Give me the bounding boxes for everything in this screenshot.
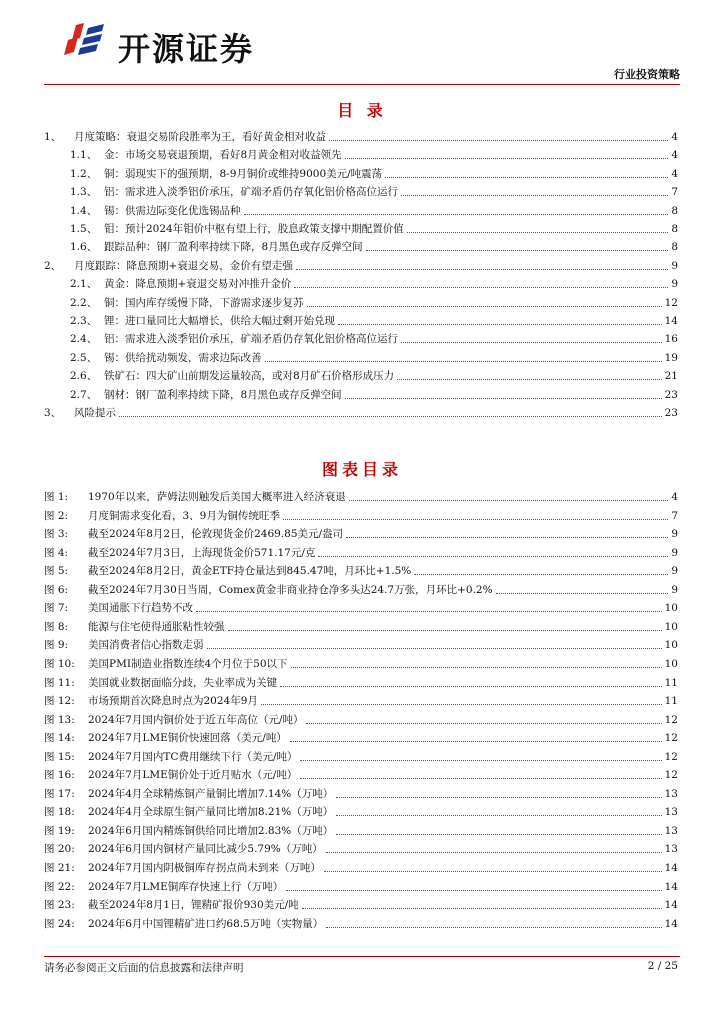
toc-entry-level2[interactable] (0, 221, 724, 238)
entry-title: 2024年7月LME铜价快速回落（美元/吨） (88, 732, 287, 745)
entry-page: 8 (671, 241, 678, 254)
entry-number: 2.5、 (70, 351, 98, 364)
report-type: 行业投资策略 (614, 68, 680, 81)
dot-leader (407, 232, 668, 233)
toc-entry-level2[interactable] (0, 184, 724, 201)
dot-leader (414, 574, 668, 575)
entry-title: 2024年7月国内阴极铜库存拐点尚未到来（万吨） (88, 862, 321, 874)
entry-page: 10 (664, 639, 678, 652)
figure-entry[interactable] (0, 526, 724, 543)
figure-entry[interactable] (0, 879, 724, 896)
entry-number: 图 1: (44, 491, 69, 503)
dot-leader (283, 519, 668, 520)
entry-title: 跟踪品种：钢厂盈利率持续下降，8月黑色或存反弹空间 (104, 241, 363, 254)
figure-entry[interactable] (0, 767, 724, 784)
entry-page: 10 (664, 657, 678, 670)
entry-page: 13 (664, 824, 678, 837)
figure-entry[interactable] (0, 656, 724, 673)
entry-title: 2024年7月国内铜价处于近五年高位（元/吨） (88, 713, 304, 726)
entry-title: 2024年7月LME铜价处于近月贴水（元/吨） (88, 769, 298, 782)
dot-leader (306, 723, 662, 724)
dot-leader (326, 927, 662, 928)
entry-number: 1.2、 (70, 167, 98, 180)
dot-leader (244, 214, 668, 215)
entry-page: 4 (671, 131, 678, 143)
entry-title: 2024年4月全球精炼铜产量铜比增加7.14%（万吨） (88, 787, 334, 800)
entry-number: 1.5、 (70, 223, 98, 235)
toc-entry-level2[interactable] (0, 166, 724, 183)
dot-leader (401, 342, 662, 343)
entry-number: 2.3、 (70, 315, 98, 327)
entry-title: 锡：供给扰动频发，需求边际改善 (104, 351, 262, 364)
entry-page: 9 (671, 546, 678, 559)
dot-leader (324, 871, 662, 872)
entry-number: 图 15: (44, 750, 75, 763)
entry-number: 图 17: (44, 787, 75, 800)
entry-page: 10 (664, 602, 678, 615)
dot-leader (261, 704, 662, 705)
entry-title: 锡：供需边际变化优选锡品种 (104, 204, 241, 217)
entry-page: 12 (664, 296, 678, 309)
entry-number: 图 16: (44, 769, 75, 782)
toc-entry-level2[interactable] (0, 203, 724, 220)
entry-page: 12 (664, 769, 678, 782)
entry-page: 8 (671, 223, 678, 235)
dot-leader (318, 556, 668, 557)
figure-entry[interactable] (0, 489, 724, 506)
entry-title: 市场预期首次降息时点为2024年9月 (88, 695, 258, 708)
entry-title: 美国通胀下行趋势不改 (88, 602, 193, 615)
entry-title: 截至2024年8月1日，锂精矿报价930美元/吨 (88, 899, 299, 912)
entry-title: 截至2024年8月2日，黄金ETF持仓量达到845.47吨，月环比+1.5% (88, 565, 412, 578)
entry-page: 14 (664, 917, 678, 930)
page-number: 2 / 25 (647, 960, 678, 972)
entry-title: 美国就业数据面临分歧，失业率成为关键 (88, 676, 277, 689)
entry-title: 截至2024年7月3日，上海现货金价571.17元/克 (88, 546, 316, 559)
entry-page: 9 (671, 583, 678, 596)
footer-divider (44, 956, 680, 957)
company-logo (62, 22, 292, 68)
entry-page: 9 (671, 259, 678, 272)
toc-entry-level2[interactable] (0, 239, 724, 256)
dot-leader (345, 158, 668, 159)
entry-title: 2024年6月国内精炼铜供给同比增加2.83%（万吨） (88, 824, 334, 837)
entry-number: 图 2: (44, 509, 69, 522)
entry-number: 图 4: (44, 546, 69, 559)
header-divider (44, 84, 680, 85)
figure-entry[interactable] (0, 860, 724, 877)
entry-number: 图 20: (44, 843, 75, 856)
dot-leader (265, 361, 662, 362)
disclaimer-note: 请务必参阅正文后面的信息披露和法律声明 (44, 962, 244, 974)
dot-leader (294, 287, 668, 288)
entry-title: 钢材：钢厂盈利率持续下降，8月黑色或存反弹空间 (104, 388, 342, 401)
figure-entry[interactable] (0, 508, 724, 525)
entry-title: 月度策略：衰退交易阶段胜率为王，看好黄金相对收益 (74, 131, 326, 143)
dot-leader (290, 741, 662, 742)
dot-leader (300, 778, 662, 779)
figure-entry[interactable] (0, 600, 724, 617)
entry-page: 13 (664, 787, 678, 800)
entry-page: 9 (671, 278, 678, 291)
entry-number: 图 19: (44, 824, 75, 837)
entry-number: 图 8: (44, 620, 69, 633)
toc-entry-level2[interactable] (0, 147, 724, 164)
entry-number: 图 3: (44, 528, 69, 541)
entry-number: 1.6、 (70, 241, 98, 254)
figure-entry[interactable] (0, 693, 724, 710)
entry-number: 2.7、 (70, 388, 98, 401)
entry-title: 能源与住宅使得通胀粘性较强 (88, 620, 225, 633)
entry-page: 14 (664, 862, 678, 874)
entry-page: 12 (664, 750, 678, 763)
toc-entry-level2[interactable] (0, 313, 724, 330)
entry-page: 11 (664, 695, 678, 708)
entry-number: 图 21: (44, 862, 75, 874)
dot-leader (345, 398, 662, 399)
figure-entry[interactable] (0, 563, 724, 580)
figure-entry[interactable] (0, 897, 724, 914)
dot-leader (119, 416, 662, 417)
entry-page: 7 (671, 186, 678, 199)
entry-number: 图 7: (44, 602, 69, 615)
dot-leader (336, 797, 662, 798)
toc-entry-level1[interactable] (0, 129, 724, 146)
dot-leader (296, 269, 668, 270)
entry-page: 19 (664, 351, 678, 364)
entry-title: 截至2024年8月2日，伦敦现货金价2469.85美元/盎司 (88, 528, 344, 541)
entry-title: 黄金：降息预期+衰退交易对冲推升金价 (104, 278, 292, 291)
entry-page: 10 (664, 620, 678, 633)
dot-leader (329, 140, 668, 141)
entry-number: 图 9: (44, 639, 69, 652)
figure-entry[interactable] (0, 545, 724, 562)
entry-title: 金：市场交易衰退预期，看好8月黄金相对收益领先 (104, 149, 342, 162)
entry-page: 4 (671, 167, 678, 180)
figure-entry[interactable] (0, 786, 724, 803)
kaiyuan-logo-icon (62, 22, 110, 62)
entry-title: 2024年4月全球原生铜产量同比增加8.21%（万吨） (88, 806, 334, 819)
entry-page: 11 (664, 676, 678, 689)
entry-number: 2.2、 (70, 296, 98, 309)
entry-number: 图 11: (44, 676, 75, 689)
dot-leader (307, 306, 662, 307)
entry-number: 图 23: (44, 899, 75, 912)
dot-leader (401, 195, 668, 196)
entry-title: 美国PMI制造业指数连续4个月位于50以下 (88, 657, 288, 670)
entry-page: 12 (664, 732, 678, 745)
figure-list-title: 图表目录 (321, 460, 402, 479)
figure-entry[interactable] (0, 637, 724, 654)
dot-leader (300, 760, 662, 761)
entry-title: 2024年6月国内铜材产量同比减少5.79%（万吨） (88, 843, 323, 856)
toc-entry-level2[interactable] (0, 276, 724, 293)
dot-leader (496, 593, 668, 594)
figure-entry[interactable] (0, 582, 724, 599)
figure-entry[interactable] (0, 823, 724, 840)
dot-leader (228, 630, 662, 631)
toc-entry-level2[interactable] (0, 368, 724, 385)
dot-leader (366, 250, 668, 251)
dot-leader (326, 852, 662, 853)
entry-page: 23 (664, 407, 678, 419)
dot-leader (291, 667, 662, 668)
entry-number: 1、 (44, 131, 62, 143)
figure-entry[interactable] (0, 749, 724, 766)
entry-title: 月度铜需求变化看，3、9月为铜传统旺季 (88, 509, 280, 522)
figure-entry[interactable] (0, 712, 724, 729)
dot-leader (207, 648, 662, 649)
entry-title: 2024年6月中国锂精矿进口约68.5万吨（实物量） (88, 917, 324, 930)
figure-entry[interactable] (0, 619, 724, 636)
entry-number: 图 10: (44, 657, 75, 670)
entry-page: 21 (664, 370, 678, 383)
entry-title: 钼：预计2024年钼价中枢有望上行，股息政策支撑中期配置价值 (104, 223, 404, 235)
dot-leader (196, 611, 662, 612)
entry-title: 1970年以来，萨姆法则触发后美国大概率进入经济衰退 (88, 491, 346, 503)
entry-number: 1.3、 (70, 186, 98, 199)
entry-page: 8 (671, 204, 678, 217)
toc-entry-level2[interactable] (0, 295, 724, 312)
entry-page: 13 (664, 843, 678, 856)
entry-page: 14 (664, 880, 678, 893)
dot-leader (286, 890, 662, 891)
figure-entry[interactable] (0, 916, 724, 933)
entry-page: 16 (664, 333, 678, 346)
entry-number: 2.1、 (70, 278, 98, 291)
entry-number: 图 24: (44, 917, 75, 930)
entry-page: 14 (664, 315, 678, 327)
entry-title: 月度跟踪：降息预期+衰退交易，金价有望走强 (74, 259, 293, 272)
figure-entry[interactable] (0, 675, 724, 692)
entry-page: 9 (671, 528, 678, 541)
entry-number: 1.1、 (70, 149, 98, 162)
dot-leader (338, 324, 662, 325)
entry-number: 图 6: (44, 583, 69, 596)
entry-page: 9 (671, 565, 678, 578)
entry-title: 风险提示 (74, 407, 116, 419)
entry-number: 1.4、 (70, 204, 98, 217)
entry-number: 图 22: (44, 880, 75, 893)
entry-number: 2、 (44, 259, 62, 272)
entry-number: 图 18: (44, 806, 75, 819)
dot-leader (349, 500, 668, 501)
dot-leader (336, 815, 662, 816)
entry-page: 23 (664, 388, 678, 401)
entry-page: 14 (664, 899, 678, 912)
dot-leader (336, 834, 662, 835)
toc-title: 目 录 (337, 101, 387, 120)
entry-number: 图 5: (44, 565, 69, 578)
dot-leader (385, 177, 668, 178)
toc-entry-level2[interactable] (0, 387, 724, 404)
figure-entry[interactable] (0, 804, 724, 821)
figure-entry[interactable] (0, 841, 724, 858)
entry-title: 铝：需求进入淡季铝价承压，矿端矛盾仍存氧化铝价格高位运行 (104, 186, 398, 199)
toc-entry-level2[interactable] (0, 350, 724, 367)
entry-page: 4 (671, 149, 678, 162)
entry-number: 图 13: (44, 713, 75, 726)
entry-number: 2.6、 (70, 370, 98, 383)
entry-page: 4 (671, 491, 678, 503)
figure-entry[interactable] (0, 730, 724, 747)
entry-page: 12 (664, 713, 678, 726)
entry-title: 锂：进口量同比大幅增长，供给大幅过剩开始兑现 (104, 315, 335, 327)
entry-title: 铜：弱现实下的强预期，8-9月铜价或维持9000美元/吨震荡 (104, 167, 383, 180)
entry-title: 2024年7月LME铜库存快速上行（万吨） (88, 880, 284, 893)
toc-entry-level1[interactable] (0, 258, 724, 275)
entry-number: 3、 (44, 407, 62, 419)
dot-leader (280, 686, 662, 687)
entry-number: 图 12: (44, 695, 75, 708)
toc-entry-level2[interactable] (0, 331, 724, 348)
entry-title: 铁矿石：四大矿山前期发运量较高，或对8月矿石价格形成压力 (104, 370, 395, 383)
dot-leader (302, 908, 662, 909)
entry-page: 7 (671, 509, 678, 522)
logo-text: 开源证券 (118, 30, 255, 68)
entry-number: 图 14: (44, 732, 75, 745)
entry-title: 铜：国内库存缓慢下降，下游需求逐步复苏 (104, 296, 304, 309)
entry-title: 美国消费者信心指数走弱 (88, 639, 204, 652)
entry-title: 铝：需求进入淡季铝价承压，矿端矛盾仍存氧化铝价格高位运行 (104, 333, 398, 346)
entry-page: 13 (664, 806, 678, 819)
entry-title: 2024年7月国内TC费用继续下行（美元/吨） (88, 750, 298, 763)
entry-title: 截至2024年7月30日当周，Comex黄金非商业持仓净多头达24.7万张，月环比+0.2% (88, 583, 493, 596)
entry-number: 2.4、 (70, 333, 98, 346)
toc-entry-level1[interactable] (0, 405, 724, 422)
dot-leader (346, 537, 668, 538)
dot-leader (397, 379, 662, 380)
